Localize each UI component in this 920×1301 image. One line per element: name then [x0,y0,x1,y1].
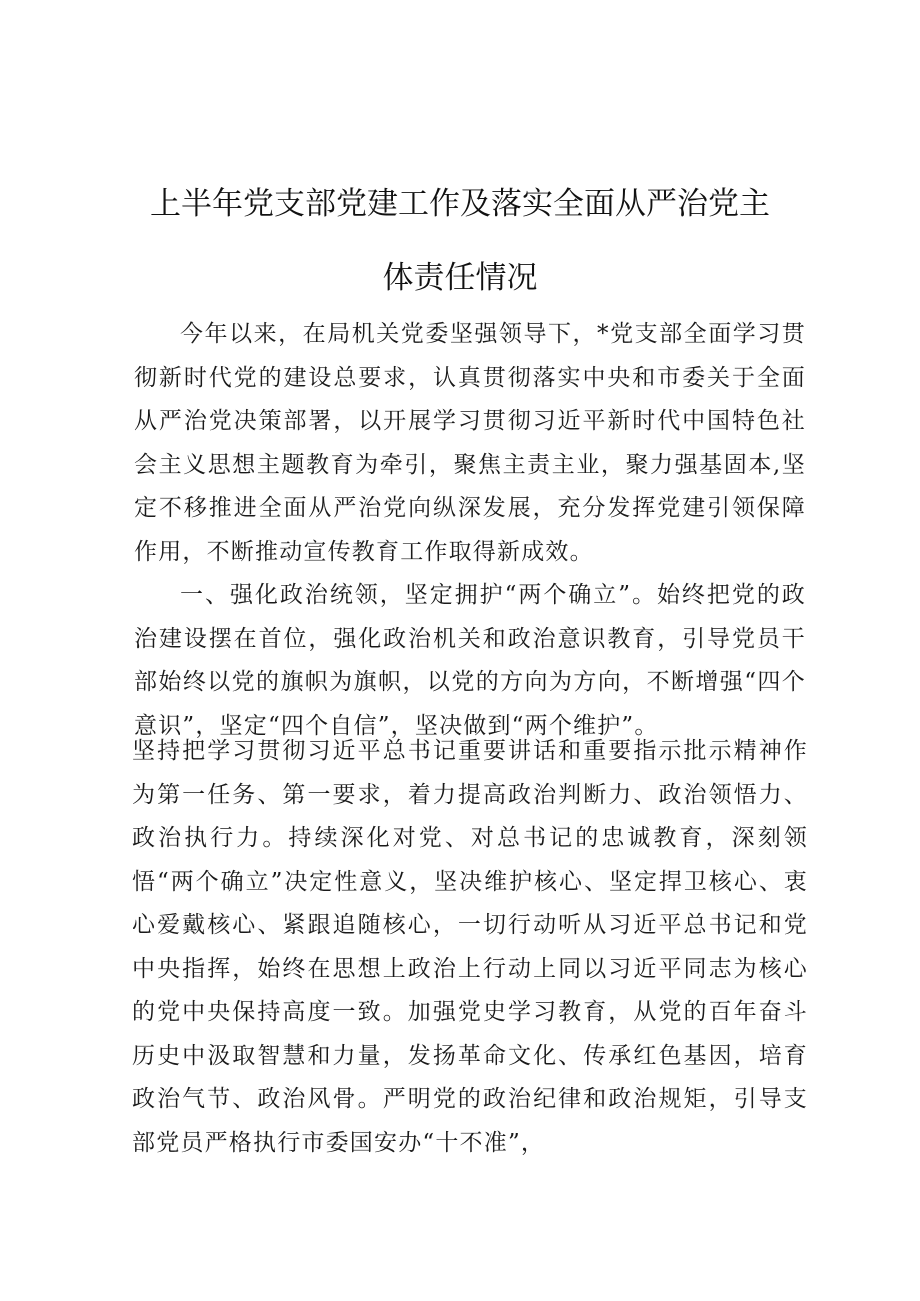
document-title-line-2: 体责任情况 [382,260,538,296]
document-title-line-1: 上半年党支部党建工作及落实全面从严治党主 [150,186,770,222]
paragraph-intro: 今年以来，在局机关党委坚强领导下，*党支部全面学习贯彻新时代党的建设总要求，认真贯彻落实中央和市委关于全面从严治党决策部署，以开展学习贯彻习近平新时代中国特色社会主义思想主题教育为牵引，聚焦主责主业，聚力强基固本,坚定不移推进全面从严治党向纵深发展，充分发挥党建引领保障作用，不断推动宣传教育工作取得新成效。 [134,321,806,565]
paragraph-section-1-body: 坚持把学习贯彻习近平总书记重要讲话和重要指示批示精神作为第一任务、第一要求，着力提高政治判断力、政治领悟力、政治执行力。持续深化对党、对总书记的忠诚教育，深刻领悟“两个确立”决定性意义，坚决维护核心、坚定捍卫核心、衷心爱戴核心、紧跟追随核心，一切行动听从习近平总书记和党中央指挥，始终在思想上政治上行动上同以习近平同志为核心的党中央保持高度一致。加强党史学习教育，从党的百年奋斗历史中汲取智慧和力量，发扬革命文化、传承红色基因，培育政治气节、政治风骨。严明党的政治纪律和政治规矩，引导支部党员严格执行市委国安办“十不准”， [132,738,808,1156]
paragraph-section-1: 一、强化政治统领，坚定拥护“两个确立”。始终把党的政治建设摆在首位，强化政治机关和政治意识教育，引导党员干部始终以党的旗帜为旗帜，以党的方向为方向，不断增强“四个意识”，坚定“四个自信”，坚决做到“两个维护”。 [134,582,806,739]
